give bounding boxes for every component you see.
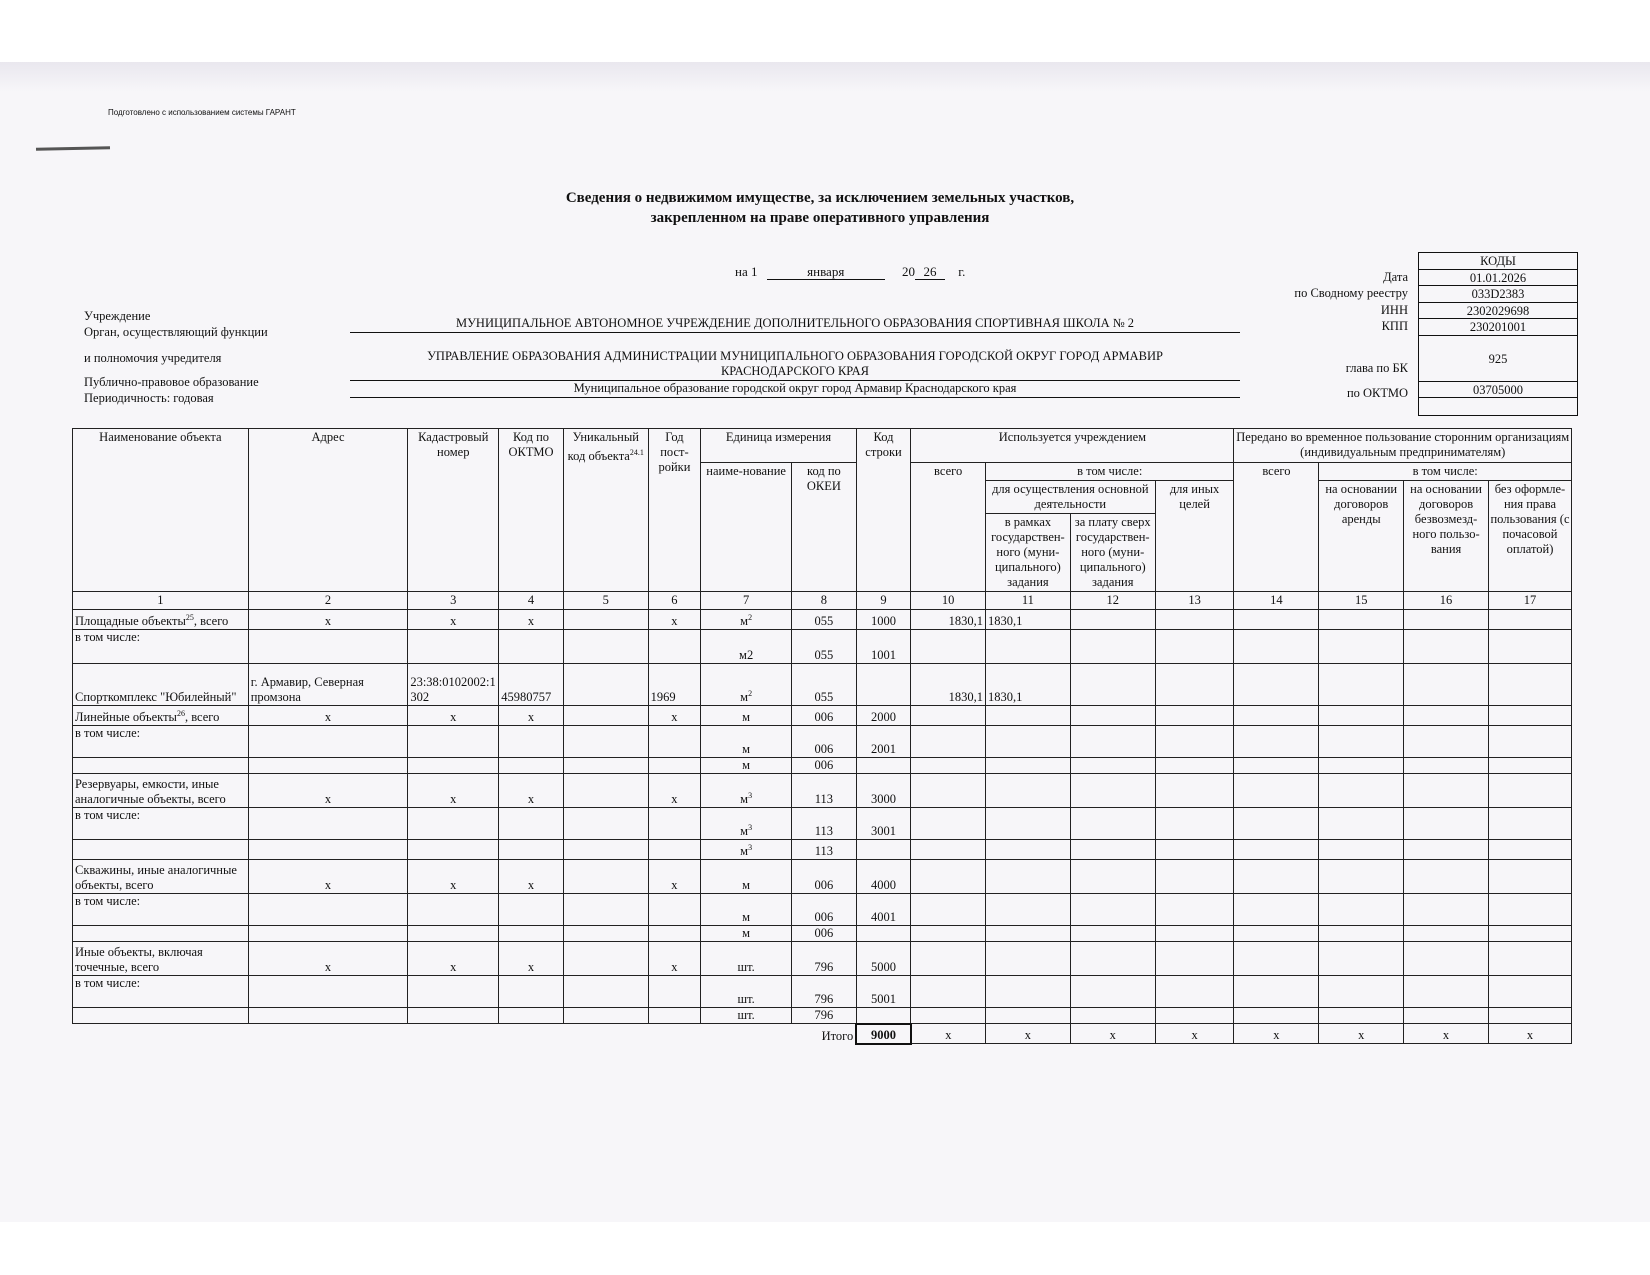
cell-cadastral: 23:38:0102002:1302 [408, 664, 499, 706]
col-num: 4 [499, 592, 564, 610]
cell-code: 3001 [856, 808, 911, 840]
cell-oktmo: x [499, 706, 564, 726]
cell-address: x [248, 706, 408, 726]
public-entity-value: Муниципальное образование городской округ город Армавир Краснодарского края [573, 381, 1017, 395]
col-num: 1 [73, 592, 249, 610]
th-other-purposes: для иных целей [1155, 481, 1234, 592]
institution-value: МУНИЦИПАЛЬНОЕ АВТОНОМНОЕ УЧРЕЖДЕНИЕ ДОПОЛНИТЕЛЬНОГО ОБРАЗОВАНИЯ СПОРТИВНАЯ ШКОЛА № 2 [455, 316, 1135, 330]
col-num: 11 [986, 592, 1071, 610]
cell-unit: $м^3$ [701, 774, 792, 808]
date-year: 26 [915, 265, 945, 280]
cell-unit: шт. [701, 942, 792, 976]
cell-cadastral: x [408, 706, 499, 726]
row-name: Скважины, иные аналогичные объекты, всего [73, 860, 249, 894]
cell-address: x [248, 860, 408, 894]
table-row [73, 808, 1572, 840]
th-used-total: всего [911, 463, 986, 592]
cell-used-total: 1830,1 [911, 664, 986, 706]
code-inn: 2302029698 [1419, 303, 1577, 320]
cell-year: x [648, 706, 701, 726]
th-oktmo: Код по ОКТМО [499, 429, 564, 592]
document-title: Сведения о недвижимом имуществе, за исключением земельных участков, [565, 190, 1075, 206]
code-registry: 033D2383 [1419, 286, 1577, 303]
cell-address: x [248, 942, 408, 976]
cell-cadastral: x [408, 610, 499, 630]
label-organ-2: и полномочия учредителя [84, 351, 222, 365]
cell-oktmo: x [499, 774, 564, 808]
th-main-activity: для осуществления основной деятельности [986, 481, 1156, 514]
row-name: в том числе: [73, 976, 249, 1008]
th-year: Год пост-ройки [648, 429, 701, 592]
col-num: 13 [1155, 592, 1234, 610]
table-row [73, 774, 1572, 808]
cell-okei: 113 [792, 808, 857, 840]
th-no-title: без оформле-ния права пользования (с почасовой оплатой) [1488, 481, 1571, 592]
cell-okei: 796 [792, 1008, 857, 1024]
total-row [73, 1024, 1572, 1044]
cell-code: 2000 [856, 706, 911, 726]
col-num: 15 [1319, 592, 1404, 610]
row-name: в том числе: [73, 726, 249, 758]
cell-okei: 055 [792, 664, 857, 706]
label-inn: ИНН [1380, 303, 1408, 317]
total-cell: x [1488, 1024, 1571, 1044]
code-bk: 925 [1419, 336, 1577, 382]
total-cell: x [1234, 1024, 1319, 1044]
paper-edge [0, 62, 1650, 92]
col-num: 12 [1070, 592, 1155, 610]
total-cell: x [1070, 1024, 1155, 1044]
codes-title: КОДЫ [1419, 253, 1577, 270]
cell-address: x [248, 774, 408, 808]
cell-unit: $м^3$ [701, 840, 792, 860]
organ-value-1: УПРАВЛЕНИЕ ОБРАЗОВАНИЯ АДМИНИСТРАЦИИ МУНИЦИПАЛЬНОГО ОБРАЗОВАНИЯ ГОРОДСКОЙ ОКРУГ ГОРОД АРМАВИР [427, 349, 1163, 363]
cell-code: 3000 [856, 774, 911, 808]
row-name: в том числе: [73, 808, 249, 840]
cell-unit: шт. [701, 976, 792, 1008]
total-label: Итого [821, 1028, 854, 1043]
cell-address: x [248, 610, 408, 630]
cell-okei: 055 [792, 630, 857, 664]
cell-code: 5001 [856, 976, 911, 1008]
table-row [73, 942, 1572, 976]
th-cadastral: Кадастровый номер [408, 429, 499, 592]
th-unit-okei: код по ОКЕИ [792, 463, 857, 592]
th-row-code: Код строки [856, 429, 911, 592]
table-row [73, 610, 1572, 630]
cell-year: x [648, 774, 701, 808]
cell-okei: 006 [792, 926, 857, 942]
th-used: Используется учреждением [911, 429, 1234, 463]
cell-unique [563, 664, 648, 706]
cell-year: x [648, 942, 701, 976]
table-row [73, 726, 1572, 758]
label-institution: Учреждение [84, 309, 151, 323]
col-num: 10 [911, 592, 986, 610]
cell-oktmo: 45980757 [499, 664, 564, 706]
cell-year: x [648, 860, 701, 894]
th-lease: на основании договоров аренды [1319, 481, 1404, 592]
col-num: 14 [1234, 592, 1319, 610]
report-date-line [735, 264, 965, 280]
row-name: в том числе: [73, 894, 249, 926]
col-num: 3 [408, 592, 499, 610]
th-unique-code: Уникальный код объекта$^{24.1}$ [563, 429, 648, 592]
cell-code: 2001 [856, 726, 911, 758]
th-used-incl: в том числе: [986, 463, 1234, 481]
public-entity-underline [350, 397, 1240, 398]
total-cell: x [1404, 1024, 1489, 1044]
organ-value-2: КРАСНОДАРСКОГО КРАЯ [720, 364, 870, 378]
th-over-task: за плату сверх государствен-ного (муни-ципального) задания [1070, 514, 1155, 592]
cell-okei: 113 [792, 840, 857, 860]
cell-okei: 113 [792, 774, 857, 808]
cell-okei: 006 [792, 758, 857, 774]
cell-unit: м2 [701, 630, 792, 664]
cell-used-total: 1830,1 [911, 610, 986, 630]
th-transferred-total: всего [1234, 463, 1319, 592]
cell-oktmo: x [499, 942, 564, 976]
label-periodicity: Периодичность: годовая [84, 391, 214, 405]
table-row [73, 894, 1572, 926]
code-kpp: 230201001 [1419, 319, 1577, 336]
th-within-task: в рамках государствен-ного (муни-ципального) задания [986, 514, 1071, 592]
institution-underline [350, 332, 1240, 333]
th-address: Адрес [248, 429, 408, 592]
table-row [73, 1008, 1572, 1024]
total-cell: x [1155, 1024, 1234, 1044]
cell-cadastral: x [408, 860, 499, 894]
date-prefix: на 1 [735, 264, 758, 279]
row-name: Спорткомплекс "Юбилейный" [73, 664, 249, 706]
label-public-entity: Публично-правовое образование [84, 375, 259, 389]
cell-cadastral: x [408, 942, 499, 976]
cell-okei: 055 [792, 610, 857, 630]
cell-unit: $м^2$ [701, 664, 792, 706]
cell-code: 4000 [856, 860, 911, 894]
col-num: 17 [1488, 592, 1571, 610]
code-date: 01.01.2026 [1419, 270, 1577, 287]
total-cell: x [911, 1024, 986, 1044]
col-num: 16 [1404, 592, 1489, 610]
row-name: Резервуары, емкости, иные аналогичные объекты, всего [73, 774, 249, 808]
cell-year: x [648, 610, 701, 630]
cell-okei: 006 [792, 706, 857, 726]
col-num: 7 [701, 592, 792, 610]
th-unit-name: наиме-нование [701, 463, 792, 592]
th-free-use: на основании договоров безвозмезд-ного пользо-вания [1404, 481, 1489, 592]
row-name: Площадные объекты$^{25}$, всего [73, 610, 249, 630]
table-row [73, 840, 1572, 860]
cell-okei: 006 [792, 860, 857, 894]
cell-code: 1000 [856, 610, 911, 630]
table-row [73, 976, 1572, 1008]
total-cell: x [986, 1024, 1071, 1044]
row-name: Иные объекты, включая точечные, всего [73, 942, 249, 976]
cell-code [856, 664, 911, 706]
label-bk: глава по БК [1345, 361, 1408, 375]
table-row [73, 860, 1572, 894]
cell-okei: 796 [792, 976, 857, 1008]
th-name: Наименование объекта [73, 429, 249, 592]
cell-within-task: 1830,1 [986, 664, 1071, 706]
cell-unit: м [701, 758, 792, 774]
document-subtitle: закрепленном на праве оперативного управления [650, 210, 990, 226]
cell-unit: шт. [701, 1008, 792, 1024]
cell-oktmo: x [499, 860, 564, 894]
date-year-prefix: 20 [901, 264, 915, 279]
table-row [73, 926, 1572, 942]
th-unit: Единица измерения [701, 429, 857, 463]
table-row [73, 706, 1572, 726]
col-num: 9 [856, 592, 911, 610]
table-row [73, 664, 1572, 706]
label-date: Дата [1383, 270, 1408, 284]
th-transferred-incl: в том числе: [1319, 463, 1572, 481]
col-num: 6 [648, 592, 701, 610]
cell-unique [563, 610, 648, 630]
property-table [72, 428, 1572, 1045]
row-name: Линейные объекты$^{26}$, всего [73, 706, 249, 726]
col-num: 8 [792, 592, 857, 610]
cell-okei: 796 [792, 942, 857, 976]
cell-code: 5000 [856, 942, 911, 976]
cell-unit: м [701, 894, 792, 926]
label-oktmo: по ОКТМО [1346, 386, 1408, 400]
total-code: 9000 [856, 1024, 911, 1044]
col-num: 2 [248, 592, 408, 610]
codes-box [1418, 252, 1578, 416]
cell-okei: 006 [792, 726, 857, 758]
code-oktmo: 03705000 [1419, 382, 1577, 399]
cell-code: 4001 [856, 894, 911, 926]
cell-unit: $м^3$ [701, 808, 792, 840]
cell-unit: $м^2$ [701, 610, 792, 630]
code-empty [1419, 398, 1577, 415]
th-transferred: Передано во временное пользование сторонним организациям (индивидуальным предпринимателям) [1234, 429, 1572, 463]
garant-note: Подготовлено с использованием системы ГАРАНТ [108, 108, 296, 117]
cell-address: г. Армавир, Северная промзона [248, 664, 408, 706]
cell-cadastral: x [408, 774, 499, 808]
cell-unit: м [701, 706, 792, 726]
cell-code: 1001 [856, 630, 911, 664]
cell-unit: м [701, 860, 792, 894]
label-organ-1: Орган, осуществляющий функции [84, 325, 268, 339]
cell-within-task: 1830,1 [986, 610, 1071, 630]
cell-unit: м [701, 926, 792, 942]
cell-year: 1969 [648, 664, 701, 706]
table-row [73, 630, 1572, 664]
cell-okei: 006 [792, 894, 857, 926]
label-kpp: КПП [1381, 319, 1408, 333]
col-num: 5 [563, 592, 648, 610]
cell-oktmo: x [499, 610, 564, 630]
table-row [73, 758, 1572, 774]
cell-unit: м [701, 726, 792, 758]
date-suffix: г. [958, 264, 966, 279]
row-name: в том числе: [73, 630, 249, 664]
date-month: января [767, 265, 885, 280]
label-registry: по Сводному реестру [1294, 286, 1408, 300]
total-cell: x [1319, 1024, 1404, 1044]
